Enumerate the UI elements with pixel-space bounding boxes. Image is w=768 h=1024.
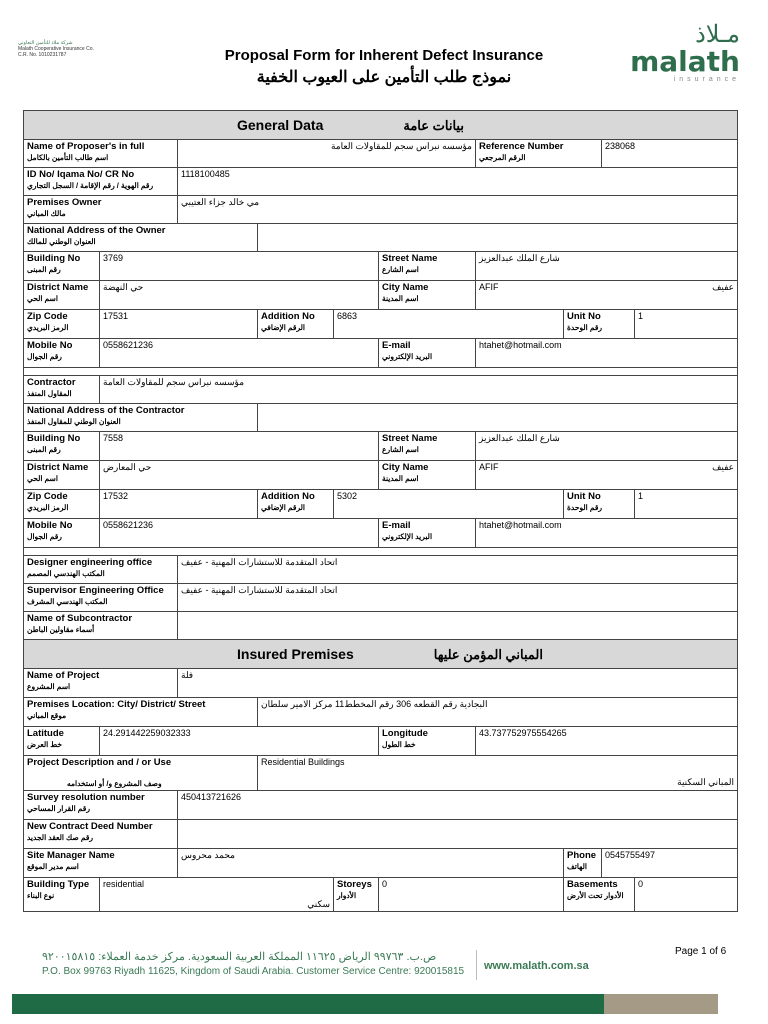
- con-zip-label: Zip Code الرمز البريدي: [24, 490, 100, 519]
- con-email-label: E-mail البريد الإلكتروني: [379, 519, 476, 548]
- owner-email-value[interactable]: htahet@hotmail.com: [476, 339, 738, 368]
- logo-sub: insurance: [673, 76, 740, 83]
- footer-bar-taupe: [604, 994, 718, 1014]
- phone-value[interactable]: 0545755497: [602, 849, 738, 878]
- con-email-value[interactable]: htahet@hotmail.com: [476, 519, 738, 548]
- manager-label: Site Manager Name اسم مدير الموقع: [24, 849, 178, 878]
- latitude-value[interactable]: 24.291442259032333: [100, 727, 379, 756]
- owner-zip-value[interactable]: 17531: [100, 310, 258, 339]
- footer-url[interactable]: www.malath.com.sa: [484, 960, 589, 972]
- proposal-form-table: [23, 110, 738, 912]
- longitude-value[interactable]: 43.737752975554265: [476, 727, 738, 756]
- con-district-value[interactable]: حي المعارض: [100, 461, 379, 490]
- owner-street-value[interactable]: شارع الملك عبدالعزيز: [476, 252, 738, 281]
- location-value[interactable]: البجادية رقم القطعه 306 رقم المخطط11 مركز الامير سلطان: [258, 698, 738, 727]
- section-general-ar: بيانات عامة: [403, 117, 464, 133]
- id-value[interactable]: 1118100485: [178, 168, 738, 196]
- subcontractor-value[interactable]: [178, 612, 738, 640]
- owner-mobile-label: Mobile No رقم الجوال: [24, 339, 100, 368]
- proposer-label: Name of Proposer's in full اسم طالب التأمين بالكامل: [24, 140, 178, 168]
- owner-city-value[interactable]: AFIF عفيف: [476, 281, 738, 310]
- logo-en: malath: [630, 45, 740, 78]
- company-small-en: Malath Cooperative Insurance Co.: [18, 46, 94, 52]
- footer-divider: [476, 950, 477, 980]
- description-label: Project Description and / or Use وصف المشروع و/ أو استخدامه: [24, 756, 258, 791]
- btype-value[interactable]: residential سكني: [100, 878, 334, 912]
- con-zip-value[interactable]: 17532: [100, 490, 258, 519]
- btype-label: Building Type نوع البناء: [24, 878, 100, 912]
- location-label: Premises Location: City/ District/ Street موقع المباني: [24, 698, 258, 727]
- designer-label: Designer engineering office المكتب الهندسي المصمم: [24, 556, 178, 584]
- subcontractor-label: Name of Subcontractor أسماء مقاولين الباطن: [24, 612, 178, 640]
- ref-value[interactable]: 238068: [602, 140, 738, 168]
- designer-value[interactable]: اتحاد المتقدمة للاستشارات المهنية - عفيف: [178, 556, 738, 584]
- owner-district-label: District Name اسم الحي: [24, 281, 100, 310]
- company-cr: C.R. No. 1010231787: [18, 52, 67, 58]
- form-title-ar: نموذج طلب التأمين على العيوب الخفية: [256, 69, 512, 86]
- owner-addition-value[interactable]: 6863: [334, 310, 564, 339]
- proposer-value[interactable]: مؤسسه نبراس سجم للمقاولات العامة: [178, 140, 476, 168]
- phone-label: Phone الهاتف: [564, 849, 602, 878]
- section-insured-en: Insured Premises: [237, 645, 354, 662]
- owner-city-label: City Name اسم المدينة: [379, 281, 476, 310]
- contractor-label: Contractor المقاول المنفذ: [24, 376, 100, 404]
- owner-value[interactable]: مي خالد جزاء العتيبي: [178, 196, 738, 224]
- section-general-en: General Data: [237, 116, 324, 133]
- contractor-value[interactable]: مؤسسه نبراس سجم للمقاولات العامة: [100, 376, 738, 404]
- description-value[interactable]: Residential Buildings المباني السكنية: [258, 756, 738, 791]
- deed-value[interactable]: [178, 820, 738, 849]
- survey-value[interactable]: 450413721626: [178, 791, 738, 820]
- logo-ar: مـلاذ: [695, 21, 740, 48]
- owner-email-label: E-mail البريد الإلكتروني: [379, 339, 476, 368]
- con-unit-label: Unit No رقم الوحدة: [564, 490, 635, 519]
- storeys-value[interactable]: 0: [379, 878, 564, 912]
- owner-address-label: National Address of the Owner العنوان الوطني للمالك: [24, 224, 258, 252]
- section-insured: [24, 640, 738, 669]
- con-street-value[interactable]: شارع الملك عبدالعزيز: [476, 432, 738, 461]
- deed-label: New Contract Deed Number رقم صك العقد الجديد: [24, 820, 178, 849]
- owner-zip-label: Zip Code الرمز البريدي: [24, 310, 100, 339]
- malath-logo: [630, 22, 740, 83]
- longitude-label: Longitude خط الطول: [379, 727, 476, 756]
- con-unit-value[interactable]: 1: [635, 490, 738, 519]
- ref-label: Reference Number الرقم المرجعي: [476, 140, 602, 168]
- owner-district-value[interactable]: حي النهضة: [100, 281, 379, 310]
- company-small-ar: شركة ملاذ للتأمين التعاوني: [18, 40, 73, 46]
- id-label: ID No/ Iqama No/ CR No رقم الهوية / رقم الإقامة / السجل التجاري: [24, 168, 178, 196]
- owner-unit-label: Unit No رقم الوحدة: [564, 310, 635, 339]
- page-number: Page 1 of 6: [675, 946, 727, 957]
- con-addition-value[interactable]: 5302: [334, 490, 564, 519]
- owner-unit-value[interactable]: 1: [635, 310, 738, 339]
- con-mobile-value[interactable]: 0558621236: [100, 519, 379, 548]
- manager-value[interactable]: محمد محروس: [178, 849, 564, 878]
- con-mobile-label: Mobile No رقم الجوال: [24, 519, 100, 548]
- con-building-value[interactable]: 7558: [100, 432, 379, 461]
- project-value[interactable]: فلة: [178, 669, 738, 698]
- owner-label: Premises Owner مالك المباني: [24, 196, 178, 224]
- owner-addition-label: Addition No الرقم الإضافي: [258, 310, 334, 339]
- owner-mobile-value[interactable]: 0558621236: [100, 339, 379, 368]
- footer-address-en: P.O. Box 99763 Riyadh 11625, Kingdom of Saudi Arabia. Customer Service Centre: 920015815: [42, 966, 465, 977]
- con-building-label: Building No رقم المبنى: [24, 432, 100, 461]
- form-title-en: Proposal Form for Inherent Defect Insurance: [224, 47, 544, 64]
- section-insured-ar: المباني المؤمن عليها: [433, 646, 543, 662]
- supervisor-label: Supervisor Engineering Office المكتب الهندسي المشرف: [24, 584, 178, 612]
- footer-bar-green: [12, 994, 604, 1014]
- contractor-address-label: National Address of the Contractor العنوان الوطني للمقاول المنفذ: [24, 404, 258, 432]
- con-addition-label: Addition No الرقم الإضافي: [258, 490, 334, 519]
- survey-label: Survey resolution number رقم القرار المساحي: [24, 791, 178, 820]
- owner-street-label: Street Name اسم الشارع: [379, 252, 476, 281]
- owner-building-value[interactable]: 3769: [100, 252, 379, 281]
- con-street-label: Street Name اسم الشارع: [379, 432, 476, 461]
- basements-label: Basements الأدوار تحت الأرض: [564, 878, 635, 912]
- con-city-label: City Name اسم المدينة: [379, 461, 476, 490]
- storeys-label: Storeys الأدوار: [334, 878, 379, 912]
- section-general: [24, 111, 738, 140]
- con-city-value[interactable]: AFIF عفيف: [476, 461, 738, 490]
- footer-address-ar: ص.ب. ٩٩٧٦٣ الرياض ١١٦٢٥ المملكة العربية السعودية. مركز خدمة العملاء: ٩٢٠٠١٥٨١٥: [42, 951, 437, 963]
- latitude-label: Latitude خط العرض: [24, 727, 100, 756]
- owner-building-label: Building No رقم المبنى: [24, 252, 100, 281]
- project-label: Name of Project اسم المشروع: [24, 669, 178, 698]
- basements-value[interactable]: 0: [635, 878, 738, 912]
- supervisor-value[interactable]: اتحاد المتقدمة للاستشارات المهنية - عفيف: [178, 584, 738, 612]
- con-district-label: District Name اسم الحي: [24, 461, 100, 490]
